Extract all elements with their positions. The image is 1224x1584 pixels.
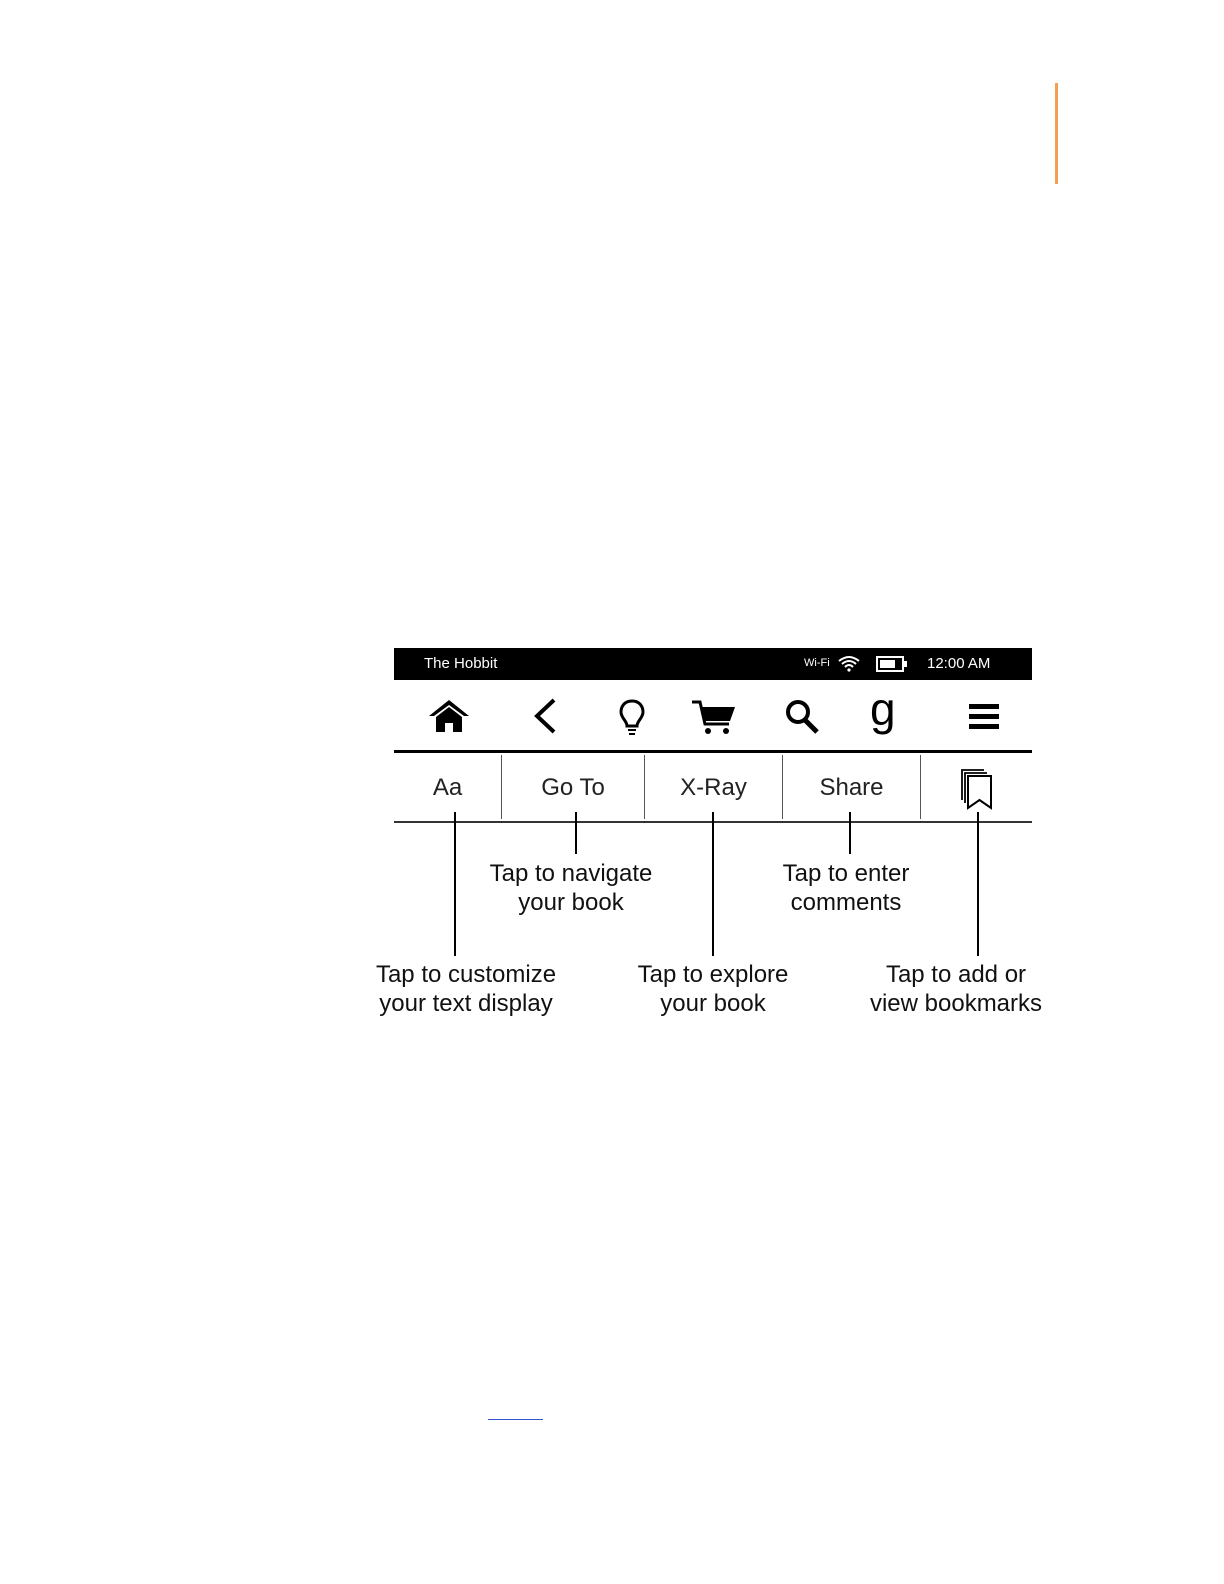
callout-line-bookmark [977, 812, 979, 956]
link-underline[interactable] [488, 1419, 543, 1420]
status-bar [394, 648, 1032, 680]
top-toolbar [394, 680, 1032, 750]
cart-icon[interactable] [691, 698, 737, 736]
light-bulb-icon[interactable] [618, 698, 646, 736]
caption-aa: Tap to customize your text display [375, 961, 557, 1017]
share-button[interactable]: Share [819, 774, 884, 801]
callout-line-aa [454, 812, 456, 956]
back-icon[interactable] [532, 698, 558, 734]
menu-icon[interactable] [968, 702, 1000, 732]
caption-goto: Tap to navigate your book [489, 860, 653, 916]
caption-xray: Tap to explore your book [637, 961, 789, 1017]
wifi-icon [837, 654, 861, 672]
caption-share: Tap to enter comments [782, 860, 910, 916]
home-icon[interactable] [427, 698, 471, 734]
page-accent-bar [1055, 83, 1058, 184]
go-to-button[interactable]: Go To [541, 774, 605, 801]
battery-icon [876, 656, 908, 672]
callout-line-xray [712, 812, 714, 956]
callout-line-goto [575, 812, 577, 854]
goodreads-icon[interactable]: g [870, 683, 896, 735]
reader-toolbar [394, 753, 1032, 821]
caption-bookmark: Tap to add or view bookmarks [869, 961, 1043, 1017]
book-title: The Hobbit [424, 655, 498, 672]
text-display-button[interactable]: Aa [432, 774, 463, 801]
search-icon[interactable] [784, 698, 820, 736]
bookmark-icon[interactable] [959, 768, 995, 810]
clock: 12:00 AM [927, 655, 991, 672]
x-ray-button[interactable]: X-Ray [680, 774, 747, 801]
separator [920, 755, 921, 819]
callout-line-share [849, 812, 851, 854]
wifi-label: Wi-Fi [804, 657, 830, 669]
